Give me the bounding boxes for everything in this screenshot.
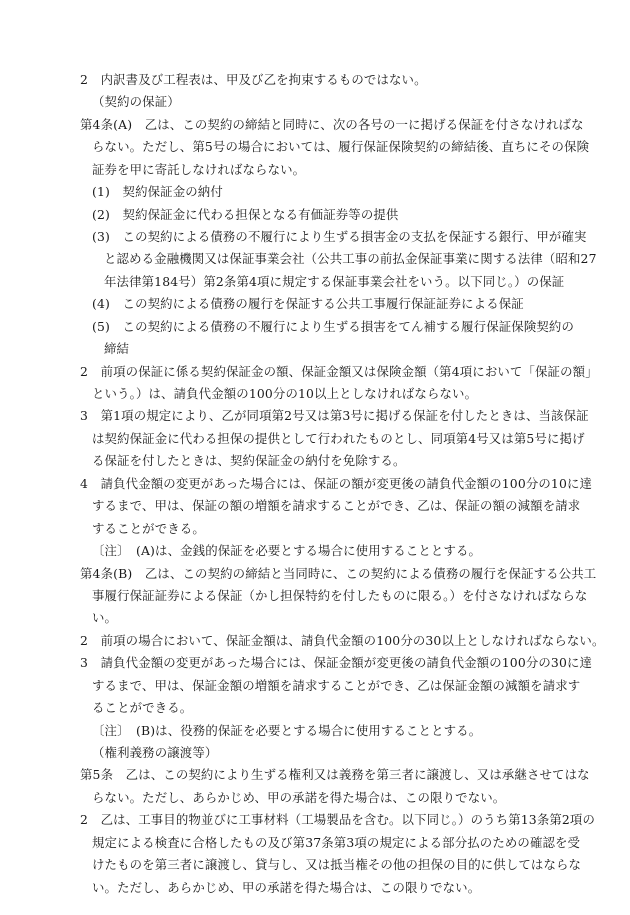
note-line: 〔注〕 (A)は、金銭的保証を必要とする場合に使用することとする。 [92, 543, 482, 559]
paragraph-line: することができる。 [92, 520, 205, 536]
list-item: (2) 契約保証金に代わる担保となる有価証券等の提供 [92, 206, 399, 222]
paragraph-line: するまで、甲は、保証の額の増額を請求することができ、乙は、保証の額の減額を請求 [92, 498, 581, 514]
article-line: 第5条 乙は、この契約により生ずる権利又は義務を第三者に譲渡し、又は承継させてはな [80, 767, 590, 783]
article-line: 第4条(B) 乙は、この契約の締結と当同時に、この契約による債務の履行を保証する公共工 [80, 565, 597, 581]
paragraph-line: 3 請負代金額の変更があった場合には、保証金額が変更後の請負代金額の100分の30に達 [80, 655, 593, 671]
paragraph-line: らない。ただし、あらかじめ、甲の承諾を得た場合は、この限りでない。 [92, 789, 506, 805]
paragraph-line: という。）は、請負代金額の100分の10以上としなければならない。 [92, 386, 478, 402]
section-heading: （権利義務の譲渡等） [92, 744, 218, 760]
paragraph-line: 2 内訳書及び工程表は、甲及び乙を拘束するものではない。 [80, 72, 427, 87]
section-heading: （契約の保証） [92, 94, 180, 110]
paragraph-line: い。ただし、あらかじめ、甲の承諾を得た場合は、この限りでない。 [92, 879, 481, 895]
list-item-continuation: 締結 [104, 341, 130, 357]
article-line: 第4条(A) 乙は、この契約の締結と同時に、次の各号の一に掲げる保証を付さなければな [80, 116, 584, 132]
list-item: (5) この契約による債務の不履行により生ずる損害をてん補する履行保証保険契約の [92, 318, 575, 334]
list-item-continuation: 年法律第184号）第2条第4項に規定する保証事業会社をいう。以下同じ。）の保証 [104, 273, 565, 289]
paragraph-line: 証券を甲に寄託しなければならない。 [92, 161, 306, 177]
list-item-continuation: と認める金融機関又は保証事業会社（公共工事の前払金保証事業に関する法律（昭和27 [104, 251, 597, 267]
paragraph-line: は契約保証金に代わる担保の提供として行われたものとし、同項第4号又は第5号に掲げ [92, 430, 585, 446]
paragraph-line: らない。ただし、第5号の場合においては、履行保証保険契約の締結後、直ちにその保険 [92, 139, 590, 155]
paragraph-line: 2 前項の保証に係る契約保証金の額、保証金額又は保険金額（第4項において「保証の額」 [80, 363, 598, 379]
paragraph-line: 2 乙は、工事目的物並びに工事材料（工場製品を含む。以下同じ。）のうち第13条第2項の [80, 812, 596, 828]
paragraph-line: 事履行保証証券による保証（かし担保特約を付したものに限る。）を付さなければならな [92, 587, 588, 603]
paragraph-line: 3 第1項の規定により、乙が同項第2号又は第3号に掲げる保証を付したときは、当該保証 [80, 408, 589, 424]
paragraph-line: 規定による検査に合格したもの及び第37条第3項の規定による部分払のための確認を受 [92, 834, 581, 850]
paragraph-line: 4 請負代金額の変更があった場合には、保証の額が変更後の請負代金額の100分の10に達 [80, 475, 593, 491]
paragraph-line: い。 [92, 610, 118, 626]
list-item: (4) この契約による債務の履行を保証する公共工事履行保証証券による保証 [92, 296, 524, 312]
paragraph-line: けたものを第三者に譲渡し、貸与し、又は抵当権その他の担保の目的に供してはならな [92, 857, 582, 873]
note-line: 〔注〕 (B)は、役務的保証を必要とする場合に使用することとする。 [92, 722, 482, 738]
paragraph-line: 2 前項の場合において、保証金額は、請負代金額の100分の30以上としなければならない。 [80, 632, 605, 648]
list-item: (1) 契約保証金の納付 [92, 184, 223, 200]
paragraph-line: る保証を付したときは、契約保証金の納付を免除する。 [92, 453, 406, 469]
paragraph-line: ることができる。 [92, 700, 193, 716]
list-item: (3) この契約による債務の不履行により生ずる損害金の支払を保証する銀行、甲が確実 [92, 229, 587, 245]
paragraph-line: するまで、甲は、保証金額の増額を請求することができ、乙は保証金額の減額を請求す [92, 677, 581, 693]
